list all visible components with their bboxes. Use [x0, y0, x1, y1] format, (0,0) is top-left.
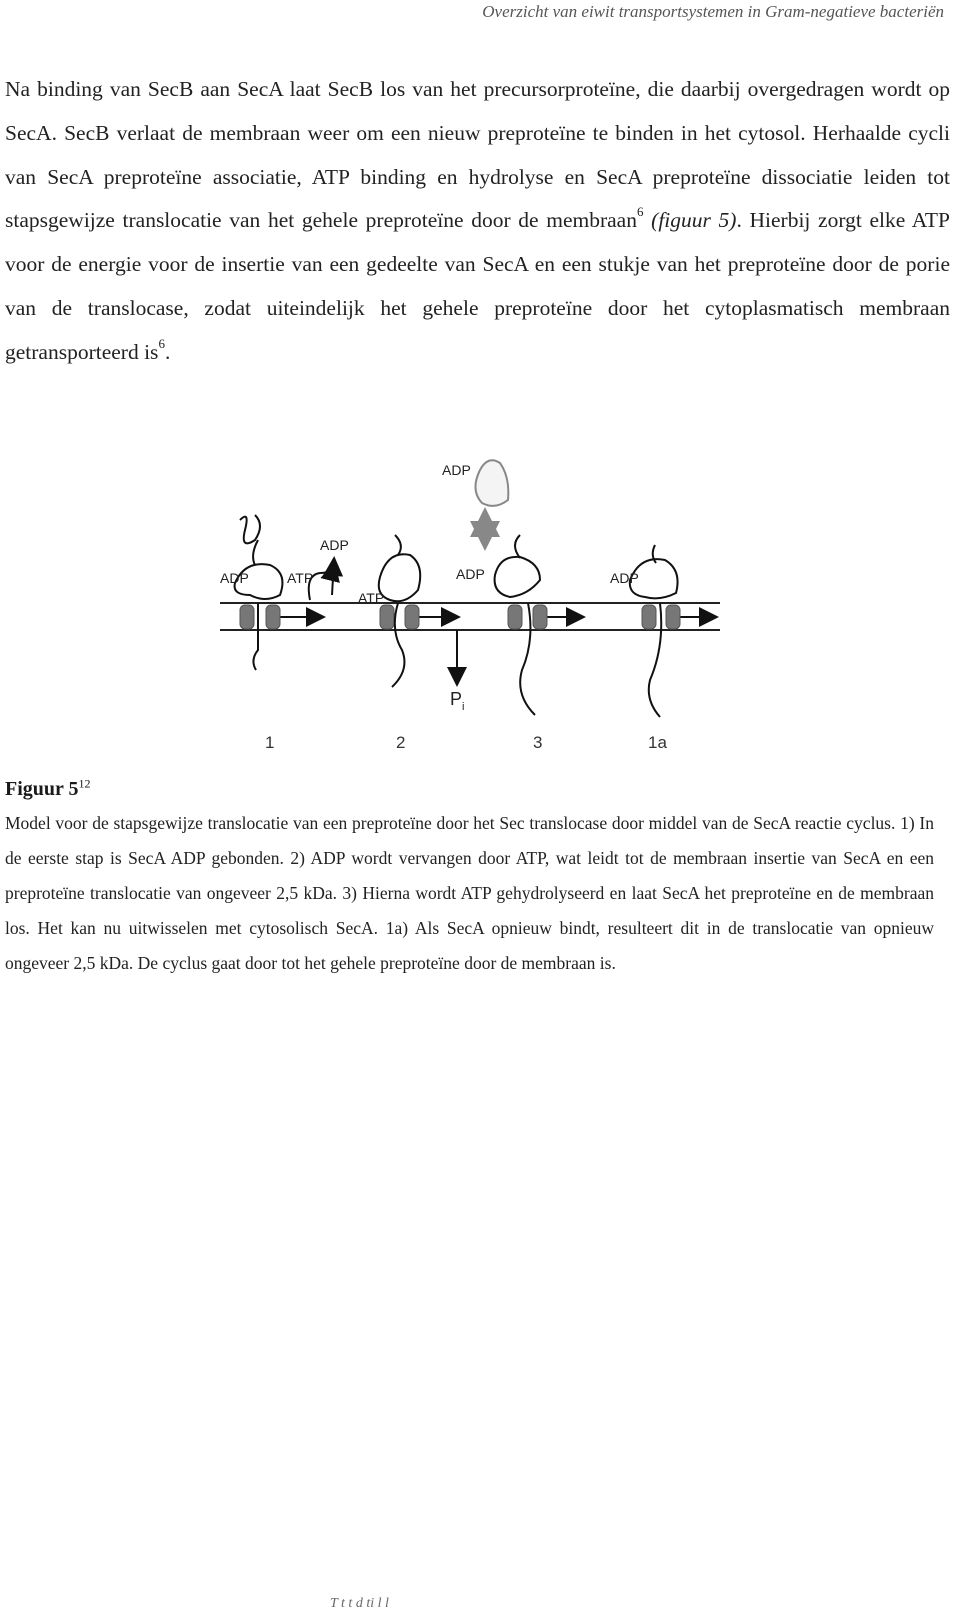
figure-title-ref: 12 — [78, 776, 91, 791]
atp-step2-label: ATP — [358, 590, 385, 606]
adp-step1a-label: ADP — [610, 570, 639, 586]
seca-cycle-figure — [210, 455, 750, 775]
reference-superscript: 6 — [636, 204, 644, 220]
figure-reference: (figuur 5) — [651, 208, 737, 233]
running-header: Overzicht van eiwit transportsystemen in Gram-negatieve bacteriën — [482, 2, 944, 21]
body-text-part-1: Na binding van SecB aan SecA laat SecB los van het precursorproteïne, die daarbij overgedragen wordt op SecA. SecB verlaat de membraan weer om een nieuw preproteïne te binden in het cytosol. Herhaalde cycli van SecA preproteïne associatie, ATP binding en hydrolyse en SecA preproteïne dissociatie leiden tot stapsgewijze translocatie van het gehele preproteïne door de membraan — [5, 77, 950, 233]
body-paragraph — [5, 68, 950, 375]
reference-superscript: 6 — [158, 335, 165, 351]
body-text-end: . — [164, 339, 171, 364]
figure-caption: Model voor de stapsgewijze translocatie van een preproteïne door het Sec translocase door middel van de SecA reactie cyclus. 1) In de eerste stap is SecA ADP gebonden. 2) ADP wordt vervangen door ATP, wat leidt tot de membraan insertie van SecA en een preproteïne translocatie van ongeveer 2,5 kDa. 3) Hierna wordt ATP gehydrolyseerd en laat SecA het preproteïne en de membraan los. Het kan nu uitwisselen met cytosolisch SecA. 1a) Als SecA opnieuw bindt, resulteert dit in de translocatie van opnieuw ongeveer 2,5 kDa. De cyclus gaat door tot het gehele preproteïne door de membraan is. — [5, 813, 934, 973]
step-number: 1a — [648, 733, 667, 752]
adp-step3-label: ADP — [456, 566, 485, 582]
step-number: 1 — [265, 733, 275, 752]
atp-step1-label: ATP — [287, 570, 314, 586]
page-footer: T t t d ti l l — [330, 1596, 389, 1611]
body-text-part-2: . Hierbij zorgt elke ATP voor de energie voor de insertie van een gedeelte van SecA en een stukje van het preproteïne door de porie van de translocase, zodat uiteindelijk het gehele preproteïne door het cytoplasmatisch membraan getransporteerd is — [5, 208, 951, 364]
adp-release-label: ADP — [442, 462, 471, 478]
adp-label: ADP — [320, 537, 349, 553]
phosphate-label: $P_i$ — [450, 689, 465, 713]
step-number: 3 — [533, 733, 543, 752]
figure-title: Figuur $5^{12}$ — [5, 776, 91, 800]
step-number: 2 — [396, 733, 406, 752]
adp-step1-label: ADP — [220, 570, 249, 586]
